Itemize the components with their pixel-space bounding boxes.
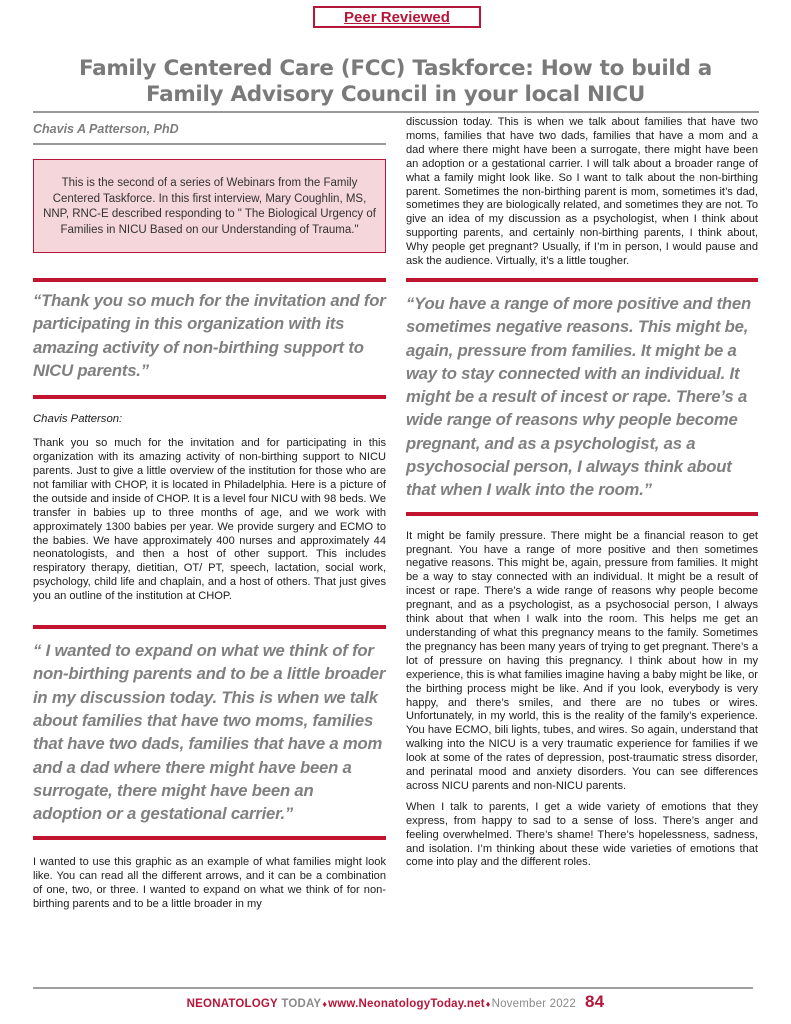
pull-quote-divider [406,512,758,516]
footer-brand: NEONATOLOGY [186,998,278,1010]
body-paragraph: It might be family pressure. There might be a financial reason to get pregnant. You have a range of more positive and then sometimes negative reasons. This might be, again, pressure from families. It might be a way to stay connected with an individual. It might be a result of incest or rape. There’s a wide range of reasons why people become pregnant, and as a psychologist, as a psychosocial person, I always think about that when I walk into the room. This helps me get an understanding of what this pregnancy means to the family. Sometimes the pregnancy has been many years of trying to get pregnant. There’s a lot of pressure on having this pregnancy. I think about how in my experience, this is what families imagine having a baby might be like, or the birthing process might be like. And if you look, everybody is very happy, and there’s smiles, and there are no tubes or wires. Unfortunately, in my world, this is the reality of the family’s experience. You have ECMO, bili lights, tubes, and wires. So again, understand that walking into the NICU is a very traumatic experience for families if we look at some of the rates of depression, post-traumatic stress disorder, and perinatal mood and anxiety disorders. You can see differences across NICU parents and non-NICU parents. [406,529,758,792]
page-footer [0,992,791,1012]
article-title [40,56,751,108]
diamond-separator-icon: ♦ [485,999,491,1009]
author-byline: Chavis A Patterson, PhD [33,122,386,145]
footer-divider [33,987,753,989]
speaker-label: Chavis Patterson: [33,413,123,426]
diamond-separator-icon: ♦ [322,999,328,1009]
pull-quote-divider [33,395,386,399]
body-paragraph: discussion today. This is when we talk about families that have two moms, families that have two dads, families that have a mom and a dad where there might have been a surrogate, there might have been an adoption or a gestational carrier. I will talk about a broader range of what a family might look like. So I want to talk about the non-birthing parent. Sometimes the non-birthing parent is mom, sometimes it’s dad, sometimes they are biologically related, and sometimes they are not. To give an idea of my discussion as a psychologist, when I think about supporting parents, and certainly non-birthing parents, I think about, Why people get pregnant? Usually, if I’m in person, I would pause and ask the audience. Virtually, it’s a little tougher. [406,116,758,268]
left-column [33,113,386,912]
article-title-line-2: Family Advisory Council in your local NICU [145,82,645,107]
body-paragraph: I wanted to use this graphic as an example of what families might look like. You can read all the different arrows, and it can be a combination of one, two, or three. I wanted to expand on what we think of for non-birthing parents and to be a little broader in my [33,856,386,911]
footer-issue-date: November 2022 [491,998,576,1010]
body-paragraph: When I talk to parents, I get a wide variety of emotions that they express, from happy to sad to a sense of loss. There’s anger and feeling overwhelmed. There’s shame! There’s hopelessness, sadness, and isolation. I’m thinking about these wide varieties of emotions that come into play and the different roles. [406,800,758,869]
peer-reviewed-label: Peer Reviewed [344,8,450,26]
pull-quote-divider [406,278,758,282]
article-title-line-1: Family Centered Care (FCC) Taskforce: How to build a [78,56,712,81]
pull-quote-divider [33,278,386,282]
intro-callout-box: This is the second of a series of Webinars from the Family Centered Taskforce. In this first interview, Mary Coughlin, MS, NNP, RNC-E described responding to " The Biological Urgency of Families in NICU Based on our Understanding of Trauma." [33,159,386,253]
pull-quote-3: “You have a range of more positive and then sometimes negative reasons. This might be, again, pressure from families. It might be a way to stay connected with an individual. It might be a result of incest or rape. There’s a wide range of reasons why people become pregnant, and as a psychologist, as a psychosocial person, I always think about that when I walk into the room.” [406,293,751,500]
page-number: 84 [585,992,605,1011]
pull-quote-divider [33,625,386,629]
pull-quote-2: “ I wanted to expand on what we think of for non-birthing parents and to be a little broader in my discussion today. This is when we talk about families that have two moms, families that have two dads, families that have a mom and a dad where there might have been a surrogate, there might have been an adoption or a gestational carrier.” [33,641,386,824]
body-paragraph: Thank you so much for the invitation and for participating in this organization with its amazing activity of non-birthing support to NICU parents. Just to give a little overview of the institution for those who are not familiar with CHOP, it is located in Philadelphia. Here is a picture of the outside and inside of CHOP. It is a level four NICU with 98 beds. We transfer in babies up to three months of age, and we work with approximately 1300 babies per year. We provide surgery and ECMO to the babies. We have approximately 400 nurses and approximately 44 neonatologists, and then a host of other support. This includes respiratory therapy, dietitian, OT/ PT, speech, lactation, social work, psychology, child life and chaplain, and a host of others. That just gives you an outline of the institution at CHOP. [33,437,386,603]
right-column [406,113,758,870]
footer-website-link[interactable]: www.NeonatologyToday.net [328,998,485,1010]
peer-reviewed-badge [313,6,481,28]
footer-brand-today: TODAY [281,998,322,1010]
pull-quote-1: “Thank you so much for the invitation and for participating in this organization with its amazing activity of non-birthing support to NICU parents.” [33,291,386,380]
pull-quote-divider [33,836,386,840]
